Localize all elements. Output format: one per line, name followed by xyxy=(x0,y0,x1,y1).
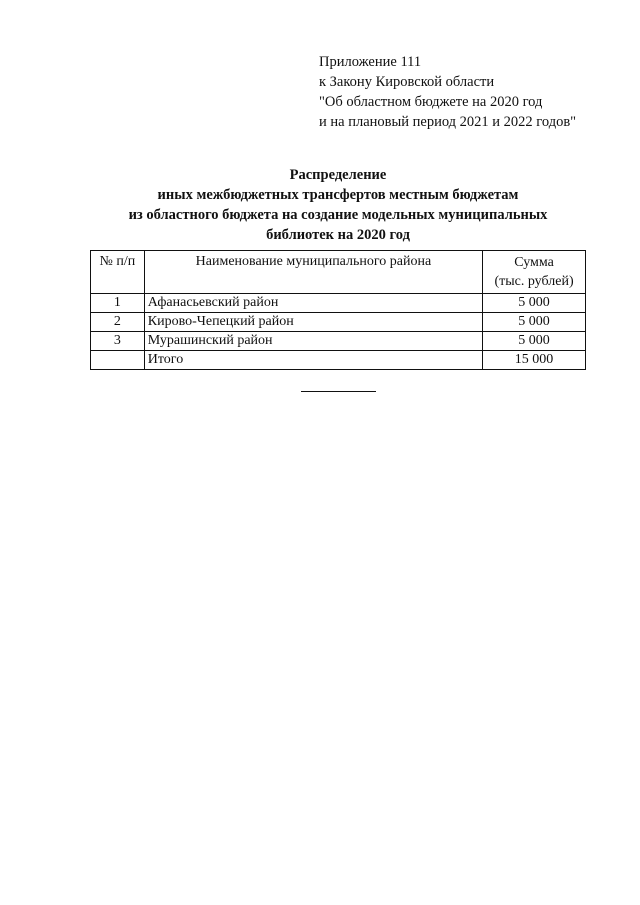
appendix-line-4: и на плановый период 2021 и 2022 годов" xyxy=(319,114,577,130)
header-sum-label: Сумма xyxy=(514,255,554,270)
table-header-row xyxy=(91,251,586,294)
row-number: 1 xyxy=(91,294,145,313)
table-total-row xyxy=(91,351,586,370)
row-sum: 5 000 xyxy=(483,313,586,332)
table-row xyxy=(91,332,586,351)
row-number: 2 xyxy=(91,313,145,332)
title-line-3: из областного бюджета на создание модельных муниципальных xyxy=(128,207,548,223)
header-number: № п/п xyxy=(91,251,145,294)
distribution-table xyxy=(90,250,586,370)
title-line-4: библиотек на 2020 год xyxy=(266,227,410,243)
title-line-2: иных межбюджетных трансфертов местным бюджетам xyxy=(157,187,519,203)
document-title xyxy=(0,165,640,245)
table-row xyxy=(91,294,586,313)
row-district-name: Кирово-Чепецкий район xyxy=(144,313,482,332)
row-district-name: Афанасьевский район xyxy=(144,294,482,313)
row-sum: 5 000 xyxy=(483,332,586,351)
total-number xyxy=(91,351,145,370)
total-sum: 15 000 xyxy=(483,351,586,370)
table-row xyxy=(91,313,586,332)
closing-rule xyxy=(301,391,376,392)
appendix-line-2: к Закону Кировской области xyxy=(319,74,495,90)
row-number: 3 xyxy=(91,332,145,351)
appendix-line-3: "Об областном бюджете на 2020 год xyxy=(319,94,543,110)
header-sum-unit: (тыс. рублей) xyxy=(494,274,574,289)
header-sum xyxy=(483,251,586,294)
row-district-name: Мурашинский район xyxy=(144,332,482,351)
header-district-name: Наименование муниципального района xyxy=(144,251,482,294)
total-label: Итого xyxy=(144,351,482,370)
appendix-line-1: Приложение 111 xyxy=(319,54,422,70)
appendix-header xyxy=(319,52,576,132)
title-line-1: Распределение xyxy=(289,167,387,183)
row-sum: 5 000 xyxy=(483,294,586,313)
